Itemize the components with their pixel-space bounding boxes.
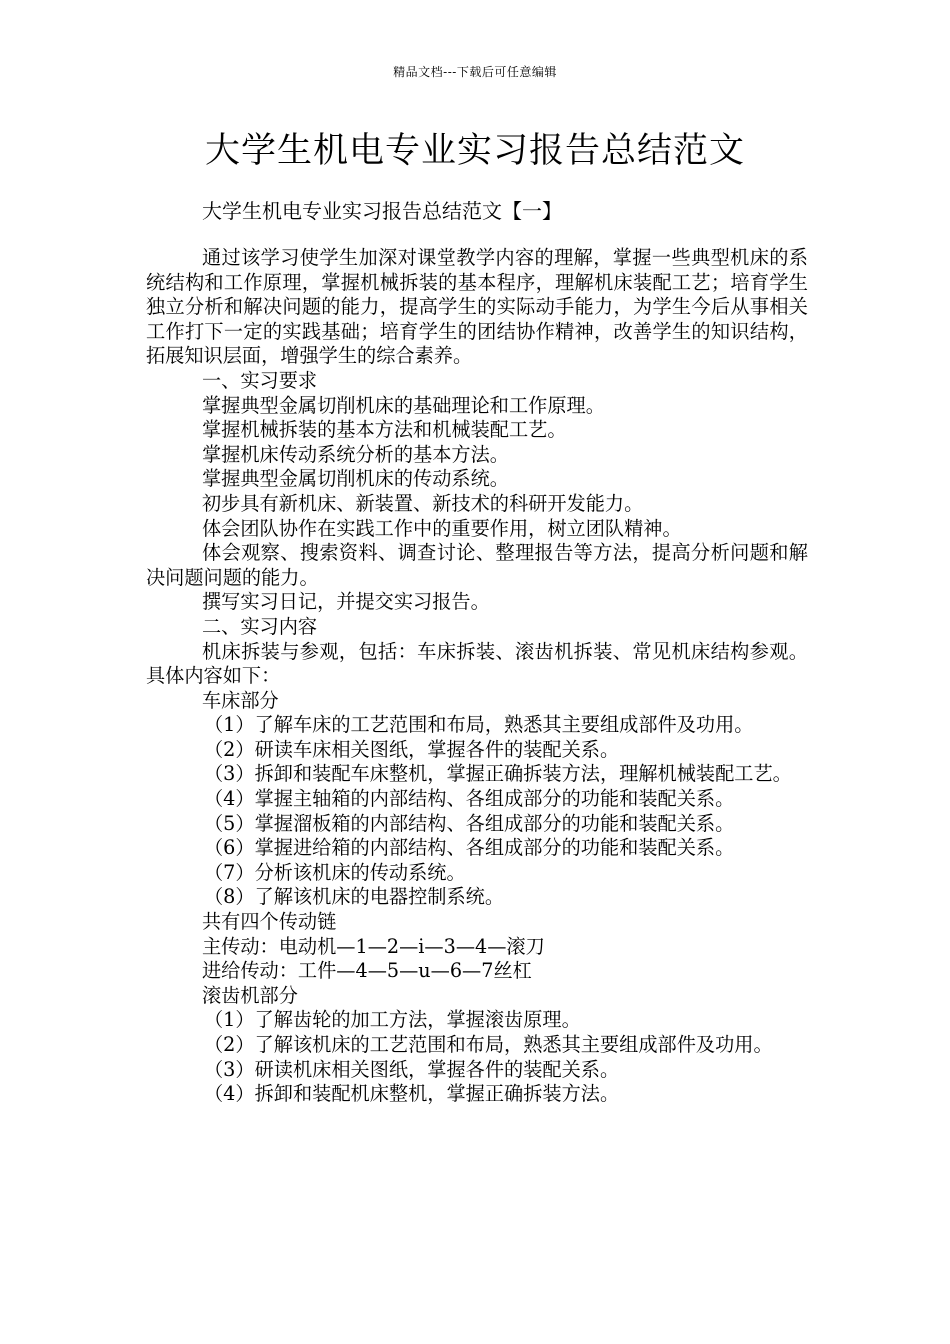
list-item: （3）拆卸和装配车床整机，掌握正确拆装方法，理解机械装配工艺。 [204, 762, 792, 786]
paragraph: 掌握典型金属切削机床的基础理论和工作原理。 [202, 393, 605, 417]
paragraph: 掌握机械拆装的基本方法和机械装配工艺。 [202, 418, 567, 442]
subheading-lathe: 车床部分 [202, 688, 279, 712]
list-item: （1）了解齿轮的加工方法，掌握滚齿原理。 [204, 1008, 581, 1032]
paragraph: 撰写实习日记，并提交实习报告。 [202, 590, 490, 614]
paragraph: 掌握典型金属切削机床的传动系统。 [202, 467, 509, 491]
paragraph: 初步具有新机床、新装置、新技术的科研开发能力。 [202, 491, 644, 515]
list-item: （4）掌握主轴箱的内部结构、各组成部分的功能和装配关系。 [204, 787, 735, 811]
paragraph: 体会观察、搜索资料、调查讨论、整理报告等方法，提高分析问题和解决问题问题的能力。 [146, 541, 808, 589]
paragraph: 共有四个传动链 [202, 910, 337, 934]
section-heading-requirements: 一、实习要求 [202, 368, 318, 392]
list-item: （7）分析该机床的传动系统。 [204, 860, 466, 884]
paragraph: 机床拆装与参观，包括：车床拆装、滚齿机拆装、常见机床结构参观。具体内容如下： [146, 639, 808, 688]
list-item: （6）掌握进给箱的内部结构、各组成部分的功能和装配关系。 [204, 836, 735, 860]
paragraph: 体会团队协作在实践工作中的重要作用，树立团队精神。 [202, 516, 682, 540]
list-item: （4）拆卸和装配机床整机，掌握正确拆装方法。 [204, 1082, 620, 1106]
section-subtitle: 大学生机电专业实习报告总结范文【一】 [202, 199, 562, 223]
paragraph: 主传动：电动机—1—2—i—3—4—滚刀 [202, 934, 545, 958]
list-item: （5）掌握溜板箱的内部结构、各组成部分的功能和装配关系。 [204, 811, 735, 835]
header-note: 精品文档---下载后可任意编辑 [393, 65, 557, 79]
list-item: （3）研读机床相关图纸，掌握各件的装配关系。 [204, 1057, 620, 1081]
list-item: （8）了解该机床的电器控制系统。 [204, 885, 505, 909]
section-heading-content: 二、实习内容 [202, 614, 318, 638]
subheading-hobbing: 滚齿机部分 [202, 983, 298, 1007]
document-body [146, 246, 808, 1107]
paragraph: 掌握机床传动系统分析的基本方法。 [202, 442, 509, 466]
list-item: （1）了解车床的工艺范围和布局，熟悉其主要组成部件及功用。 [204, 713, 754, 737]
paragraph: 进给传动：工件—4—5—u—6—7丝杠 [202, 959, 532, 983]
document-title: 大学生机电专业实习报告总结范文 [204, 131, 745, 171]
list-item: （2）研读车床相关图纸，掌握各件的装配关系。 [204, 737, 620, 761]
list-item: （2）了解该机床的工艺范围和布局，熟悉其主要组成部件及功用。 [204, 1033, 773, 1056]
intro-paragraph: 通过该学习使学生加深对课堂教学内容的理解，掌握一些典型机床的系统结构和工作原理，掌握机械拆装的基本程序，理解机床装配工艺；培育学生独立分析和解决问题的能力，提高学生的实际动手能力，为学生今后从事相关工作打下一定的实践基础；培育学生的团结协作精神，改善学生的知识结构，拓展知识层面，增强学生的综合素养。 [146, 246, 808, 368]
